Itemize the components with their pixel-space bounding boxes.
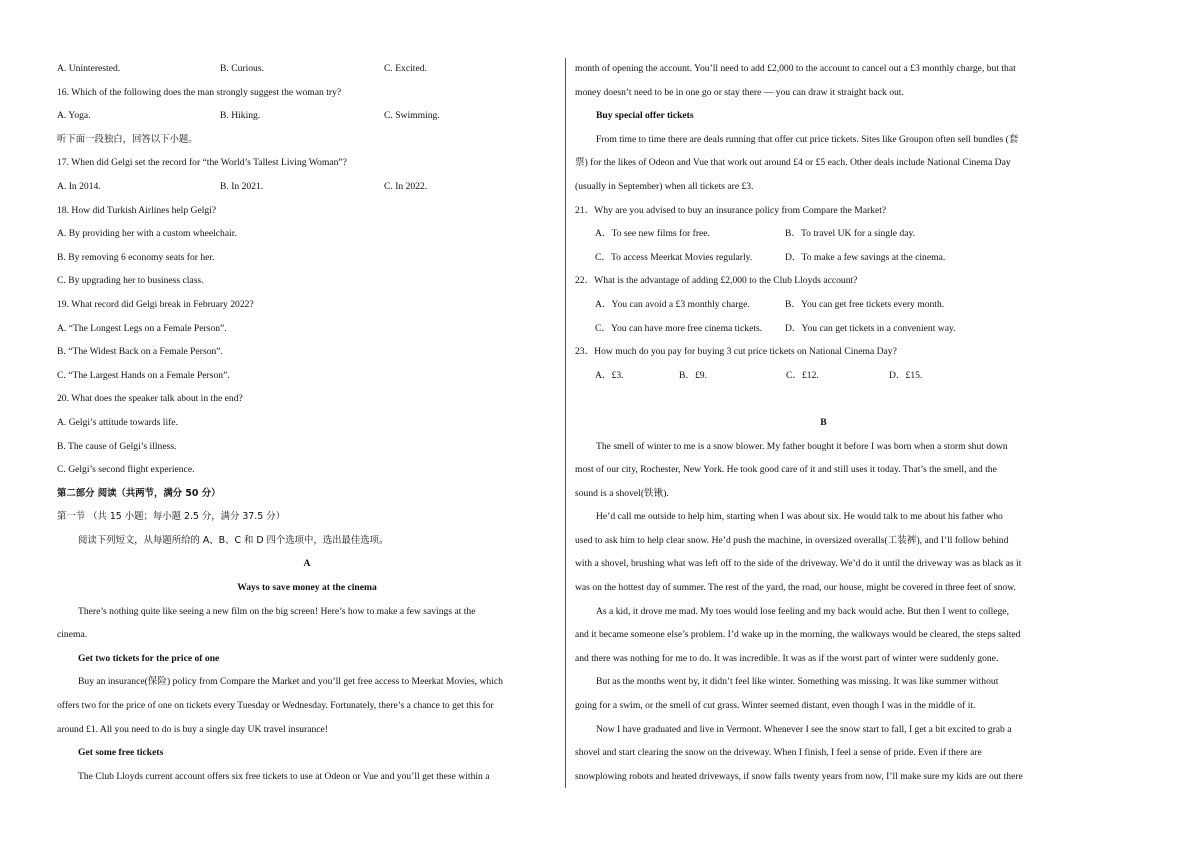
- part-two-heading: 第二部分 阅读（共两节，满分 50 分）: [57, 487, 221, 499]
- paragraph-line: But as the months went by, it didn’t feel like winter. Something was missing. It was like summer without: [596, 676, 999, 688]
- question-20: 20. What does the speaker talk about in the end?: [57, 393, 243, 405]
- option-c: C. Excited.: [384, 63, 427, 74]
- q19-option-b: B. “The Widest Back on a Female Person”.: [57, 346, 223, 358]
- subheading-two-tickets: Get two tickets for the price of one: [78, 652, 220, 664]
- option-b: B．To travel UK for a single day.: [785, 228, 916, 240]
- question-22: 22．What is the advantage of adding £2,000 to the Club Lloyds account?: [575, 275, 858, 287]
- paragraph-line: money doesn’t need to be in one go or stay there — you can draw it straight back out.: [575, 86, 904, 98]
- option-a: A. Uninterested.: [57, 63, 121, 74]
- paragraph-line: offers two for the price of one on tickets every Tuesday or Wednesday. Fortunately, there’s a chance to get this for: [57, 700, 494, 712]
- q18-option-c: C. By upgrading her to business class.: [57, 275, 204, 287]
- q19-option-a: A. “The Longest Legs on a Female Person”.: [57, 322, 227, 334]
- paragraph-line: snowplowing robots and heated driveways, if snow falls twenty years from now, I’ll make sure my kids are out there: [575, 770, 1023, 782]
- q17-options: [57, 175, 557, 199]
- option-c: C. In 2022.: [384, 180, 428, 192]
- paragraph-line: month of opening the account. You’ll need to add £2,000 to the account to cancel out a £3 monthly charge, but that: [575, 63, 1016, 74]
- question-23: 23．How much do you pay for buying 3 cut price tickets on National Cinema Day?: [575, 346, 897, 358]
- option-c: C. Swimming.: [384, 110, 440, 122]
- option-d: D．You can get tickets in a convenient way.: [785, 322, 956, 334]
- q23-options: [575, 364, 1072, 388]
- subheading-special-offer: Buy special offer tickets: [596, 110, 694, 122]
- paragraph-line: From time to time there are deals running that offer cut price tickets. Sites like Groupon often sell bundles (套: [596, 133, 1019, 145]
- paragraph-line: The Club Lloyds current account offers six free tickets to use at Odeon or Vue and you’ll get these within a: [78, 770, 490, 782]
- option-c: C．£12.: [786, 369, 819, 381]
- subheading-free-tickets: Get some free tickets: [78, 747, 164, 759]
- question-21: 21．Why are you advised to buy an insurance policy from Compare the Market?: [575, 204, 887, 216]
- paragraph-line: Now I have graduated and live in Vermont. Whenever I see the snow start to fall, I get a bit excited to grab a: [596, 723, 1012, 735]
- passage-a-title: Ways to save money at the cinema: [237, 582, 377, 594]
- paragraph-line: and there was nothing for me to do. It was incredible. It was as if the worst part of winter were suddenly gone.: [575, 652, 999, 664]
- paragraph-line: 票) for the likes of Odeon and Vue that work out around £4 or £5 each. Other deals include National Cinema Day: [575, 157, 1011, 169]
- paragraph-line: around £1. All you need to do is buy a single day UK travel insurance!: [57, 723, 328, 735]
- option-a: A. In 2014.: [57, 180, 101, 192]
- option-b: B．£9.: [679, 369, 707, 381]
- paragraph-line: and it became someone else’s problem. I’d wake up in the morning, the walkways would be cleared, the steps salted: [575, 629, 1021, 641]
- question-18: 18. How did Turkish Airlines help Gelgi?: [57, 204, 217, 216]
- option-b: B．You can get free tickets every month.: [785, 298, 945, 310]
- q21-options-cd: [575, 246, 1072, 270]
- question-16: 16. Which of the following does the man strongly suggest the woman try?: [57, 86, 342, 98]
- intro-line: cinema.: [57, 629, 88, 641]
- q22-options-ab: [575, 293, 1072, 317]
- option-b: B. Hiking.: [220, 110, 261, 122]
- q15-options: [57, 57, 557, 81]
- q18-option-a: A. By providing her with a custom wheelchair.: [57, 228, 237, 240]
- right-column: [575, 57, 1072, 788]
- option-d: D．£15.: [889, 369, 923, 381]
- q20-option-a: A. Gelgi’s attitude towards life.: [57, 416, 178, 428]
- option-c: C．To access Meerkat Movies regularly.: [595, 251, 753, 263]
- option-a: A．£3.: [595, 369, 624, 381]
- reading-instruction: 阅读下列短文，从每题所给的 A、B、C 和 D 四个选项中，选出最佳选项。: [78, 534, 389, 546]
- q20-option-c: C. Gelgi’s second flight experience.: [57, 464, 195, 476]
- question-19: 19. What record did Gelgi break in February 2022?: [57, 298, 254, 310]
- paragraph-line: The smell of winter to me is a snow blower. My father bought it before I was born when a storm shut down: [596, 440, 1008, 452]
- q21-options-ab: [575, 222, 1072, 246]
- paragraph-line: sound is a shovel(铁锹).: [575, 487, 669, 499]
- paragraph-line: As a kid, it drove me mad. My toes would lose feeling and my back would ache. But then I went to college,: [596, 605, 1009, 617]
- q22-options-cd: [575, 317, 1072, 341]
- paragraph-line: with a shovel, brushing what was left off to the side of the driveway. We’d do it until the driveway was as black as it: [575, 558, 1022, 570]
- paragraph-line: most of our city, Rochester, New York. He took good care of it and still uses it today. That’s the smell, and the: [575, 464, 997, 476]
- option-d: D．To make a few savings at the cinema.: [785, 251, 946, 263]
- q20-option-b: B. The cause of Gelgi’s illness.: [57, 440, 177, 452]
- q18-option-b: B. By removing 6 economy seats for her.: [57, 251, 215, 263]
- intro-line: There’s nothing quite like seeing a new film on the big screen! Here’s how to make a few savings at the: [78, 605, 476, 617]
- passage-a-label: A: [303, 558, 311, 570]
- paragraph-line: used to ask him to help clear snow. He’d push the machine, in oversized overalls(工装裤), and I’ll follow behind: [575, 534, 1009, 546]
- column-divider: [565, 58, 566, 788]
- paragraph-line: shovel and start clearing the snow on the driveway. When I finish, I feel a sense of pride. Even if there are: [575, 747, 982, 759]
- question-17: 17. When did Gelgi set the record for “the World’s Tallest Living Woman”?: [57, 157, 347, 169]
- q16-options: [57, 104, 557, 128]
- left-column: [57, 57, 557, 788]
- blank-space: [575, 387, 1072, 411]
- section-one-heading: 第一节 （共 15 小题；每小题 2.5 分，满分 37.5 分）: [57, 511, 285, 523]
- paragraph-line: He’d call me outside to help him, starting when I was about six. He would talk to me about his father who: [596, 511, 1003, 523]
- paragraph-line: going for a swim, or the smell of cut grass. Winter seemed distant, even though I was in the middle of it.: [575, 700, 976, 712]
- option-b: B. Curious.: [220, 63, 264, 74]
- paragraph-line: Buy an insurance(保险) policy from Compare the Market and you’ll get free access to Meerkat Movies, which: [78, 676, 503, 688]
- option-b: B. In 2021.: [220, 180, 264, 192]
- option-a: A. Yoga.: [57, 110, 91, 122]
- monologue-instruction: 听下面一段独白，回答以下小题。: [57, 133, 198, 145]
- passage-b-label: B: [820, 416, 827, 428]
- paragraph-line: (usually in September) when all tickets are £3.: [575, 180, 754, 192]
- q19-option-c: C. “The Largest Hands on a Female Person”.: [57, 369, 230, 381]
- paragraph-line: was on the hottest day of summer. The rest of the yard, the road, our house, might be covered in three feet of snow.: [575, 582, 1016, 594]
- option-a: A．To see new films for free.: [595, 228, 710, 240]
- option-a: A．You can avoid a £3 monthly charge.: [595, 298, 750, 310]
- option-c: C．You can have more free cinema tickets.: [595, 322, 763, 334]
